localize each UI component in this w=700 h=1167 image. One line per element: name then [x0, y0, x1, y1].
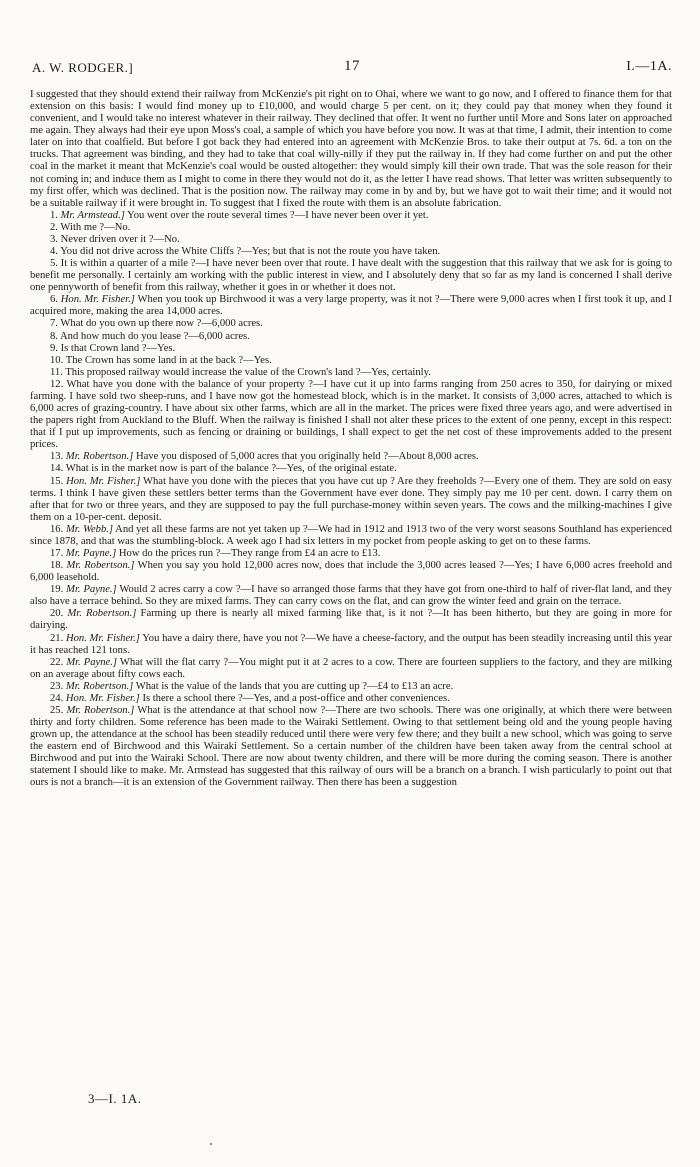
speaker-name: Mr. Armstead.] [60, 209, 125, 221]
question-number: 2. [50, 221, 58, 233]
page-footer: 3—I. 1A. [88, 1091, 142, 1106]
speaker-name: Mr. Robertson.] [66, 704, 135, 716]
question-number: 14. [50, 463, 64, 475]
question-paragraph [30, 451, 672, 463]
question-text: What have you done with the pieces that you have cut up ? Are they freeholds ?—Every one of them. They are sold on easy terms. I think I have given these settlers better terms than the Government have ever done. They simply pay me 10 per cent. down. I carry them on after that for two or three years, and they are supposed to pay the full purchase-money within seven years. The cows and the milking-machines I give them on a 10-per-cent. deposit. [30, 475, 672, 523]
question-number: 25. [50, 704, 64, 716]
question-number: 3. [50, 233, 58, 245]
question-number: 6. [50, 294, 58, 306]
question-paragraph [30, 355, 672, 367]
question-paragraph [30, 246, 672, 258]
question-text: This proposed railway would increase the value of the Crown's land ?—Yes, certainly. [65, 366, 431, 378]
question-text: What will the flat carry ?—You might put it at 2 acres to a cow. There are fourteen suppliers to the factory, and they are milking on an average about fifty cows each. [30, 656, 672, 680]
speaker-name: Mr. Robertson.] [65, 680, 134, 692]
question-text: How do the prices run ?—They range from £4 an acre to £13. [118, 547, 381, 559]
speaker-name: Hon. Mr. Fisher.] [60, 294, 135, 306]
question-text: You went over the route several times ?—I have never been over it yet. [127, 209, 429, 221]
speaker-name: Mr. Robertson.] [66, 560, 135, 572]
question-number: 13. [50, 451, 64, 463]
question-number: 11. [50, 366, 63, 378]
question-number: 7. [50, 318, 58, 330]
speck-mark [210, 1143, 212, 1145]
question-paragraph [30, 705, 672, 790]
question-number: 23. [50, 680, 64, 692]
question-number: 5. [50, 258, 58, 270]
question-paragraph [30, 331, 672, 343]
speaker-name: Mr. Payne.] [66, 584, 117, 596]
question-number: 19. [50, 584, 64, 596]
question-paragraph [30, 560, 672, 584]
question-paragraph [30, 693, 672, 705]
question-text: Have you disposed of 5,000 acres that you originally held ?—About 8,000 acres. [135, 451, 479, 463]
question-text: Farming up there is nearly all mixed farming like that, is it not ?—It has been hitherto, but they are going in more for dairying. [30, 608, 673, 632]
question-paragraph [30, 234, 672, 246]
question-number: 12. [50, 378, 64, 390]
question-paragraph [30, 548, 672, 560]
question-paragraph [30, 210, 672, 222]
question-text: What is in the market now is part of the balance ?—Yes, of the original estate. [65, 463, 397, 475]
question-paragraph [30, 608, 672, 632]
question-number: 20. [50, 608, 64, 620]
speaker-name: Hon. Mr. Fisher.] [65, 692, 140, 704]
speaker-name: Mr. Webb.] [65, 523, 114, 535]
question-text: With me ?—No. [60, 221, 131, 233]
question-text: What is the attendance at that school now ?—There are two schools. There was one originally, at which there were between thirty and forty children. Some reference has been made to the Wairaki Settlement. Owing to that settlement being old and the young people having grown up, the attendance at the school has been steadily reduced until there were very few there; and they built a new school, which was going to serve the eastern end of Birchwood and this Wairaki Settlement. So a certain number of the children have been taken away from the central school at Birchwood and put into the Wairaki School. There are now about twenty children, and there will be more during the coming season. There is another statement I should like to make. Mr. Armstead has suggested that this railway of ours will be a branch on a branch. I wish particularly to point out that ours is not a branch—it is an extension of the Government railway. Then there has been a suggestion [30, 704, 672, 789]
question-paragraph [30, 476, 672, 524]
question-number: 21. [50, 632, 64, 644]
question-paragraph [30, 367, 672, 379]
question-text: When you say you hold 12,000 acres now, does that include the 3,000 acres leased ?—Yes; I have 6,000 acres freehold and 6,000 leasehold. [30, 560, 672, 584]
speaker-name: Mr. Payne.] [66, 656, 118, 668]
question-paragraph [30, 222, 672, 234]
speaker-name: Mr. Payne.] [65, 547, 117, 559]
question-text: Is there a school there ?—Yes, and a post-office and other conveniences. [142, 692, 450, 704]
question-paragraph [30, 524, 672, 548]
page-number: 17 [344, 58, 360, 74]
question-number: 8. [50, 330, 58, 342]
question-number: 10. [50, 354, 64, 366]
question-paragraph [30, 343, 672, 355]
question-number: 17. [50, 547, 64, 559]
question-paragraph [30, 584, 672, 608]
header-witness: A. W. RODGER.] [32, 60, 134, 75]
question-number: 22. [50, 656, 64, 668]
question-number: 15. [50, 475, 64, 487]
question-text: Never driven over it ?—No. [60, 233, 180, 245]
question-paragraph [30, 318, 672, 330]
question-number: 1. [50, 209, 58, 221]
question-number: 9. [50, 342, 58, 354]
question-number: 24. [50, 692, 64, 704]
question-paragraph [30, 463, 672, 475]
question-text: And how much do you lease ?—6,000 acres. [60, 330, 250, 342]
question-paragraph [30, 657, 672, 681]
question-paragraph [30, 681, 672, 693]
question-paragraph [30, 294, 672, 318]
speaker-name: Hon. Mr. Fisher.] [65, 632, 140, 644]
header-reference: I.—1A. [626, 59, 672, 74]
question-text: You did not drive across the White Cliffs ?—Yes; but that is not the route you have taken. [60, 246, 441, 258]
question-number: 4. [50, 246, 58, 258]
question-text: It is within a quarter of a mile ?—I have never been over that route. I have dealt with the suggestion that this railway that we ask for is going to benefit me personally. I certainly am working with the public interest in view, and I absolutely deny that so far as my land is concerned I shall derive one pennyworth of benefit from this railway, whether it goes in or whether it does not. [30, 258, 672, 294]
intro-paragraph: I suggested that they should extend their railway from McKenzie's pit right on to Ohai, where we want to go now, and I offered to finance them for that extension on this basis: I would find money up to £10,000, and would charge 5 per cent. on it; they could pay that money when they found it convenient, and I would take no interest whatever in their railway. They declined that offer. It went no further until More and Sons later on approached me again. They always had their eye upon Moss's coal, a sample of which you have before you now. It was at that time, I admit, their intention to come later on into that coalfield. But before I got back they had entered into an agreement with McKenzie Bros. to take their output at 7s. 6d. a ton on the trucks. That agreement was binding, and they had to take that coal willy-nilly if they put the railway in. If they had come further on and put the other coal in the market it meant that McKenzie's coal would be ousted altogether: they would simply kill their own trade. That was the sole reason for their not coming in; and induce them as I might to come in there they would not do it, as the letter I have read shows. That letter was written subsequently to my first offer, which was declined. That is the position now. The railway may come in by and by, but we have got to wait their time; and it would not be a suitable railway if it were brought in. To suggest that I fixed the route with them is an absolute fabrication. [30, 89, 672, 209]
question-text: Is that Crown land ?—Yes. [60, 342, 176, 354]
question-paragraph [30, 379, 672, 451]
speaker-name: Mr. Robertson.] [67, 608, 137, 620]
question-paragraph [30, 258, 672, 294]
speaker-name: Hon. Mr. Fisher.] [66, 475, 141, 487]
question-paragraph [30, 633, 672, 657]
speaker-name: Mr. Robertson.] [65, 451, 134, 463]
question-number: 18. [50, 560, 64, 572]
document-body [30, 89, 672, 790]
question-text: And yet all these farms are not yet taken up ?—We had in 1912 and 1913 two of the very worst seasons Southland has experienced since 1878, and that was the stumbling-block. A week ago I had six letters in my pocket from people asking to get on to these farms. [30, 523, 672, 547]
question-text: The Crown has some land in at the back ?—Yes. [65, 354, 272, 366]
question-text: When you took up Birchwood it was a very large property, was it not ?—There were 9,000 acres when I first took it up, and I acquired more, making the area 14,000 acres. [30, 294, 673, 318]
question-text: What do you own up there now ?—6,000 acres. [60, 318, 263, 330]
question-text: What is the value of the lands that you are cutting up ?—£4 to £13 an acre. [135, 680, 454, 692]
question-text: What have you done with the balance of your property ?—I have cut it up into farms ranging from 250 acres to 350, for dairying or mixed farming. I have sold two sheep-runs, and I have now got the homestead block, which is in the market. It consists of 3,000 acres, attached to which is 6,000 acres of grazing-country. I have about six other farms, which are all in the market. The prices were fixed three years ago, and were advertised in the papers right from Auckland to the Bluff. When the railway is finished I shall not alter these prices to the extent of one penny, except in this respect: that if I put up improvements, such as fencing or draining or buildings, I shall expect to get the net cost of these improvements added to the present prices. [30, 378, 672, 451]
question-text: Would 2 acres carry a cow ?—I have so arranged those farms that they have got from one-third to half of river-flat land, and they also have a terrace behind. So they are mixed farms. They can carry cows on the flat, and can grow the winter feed and grain on the terrace. [30, 584, 672, 608]
question-text: You have a dairy there, have you not ?—We have a cheese-factory, and the output has been steadily increasing until this year it has reached 121 tons. [30, 632, 672, 656]
question-number: 16. [50, 523, 64, 535]
page-header [32, 58, 672, 80]
